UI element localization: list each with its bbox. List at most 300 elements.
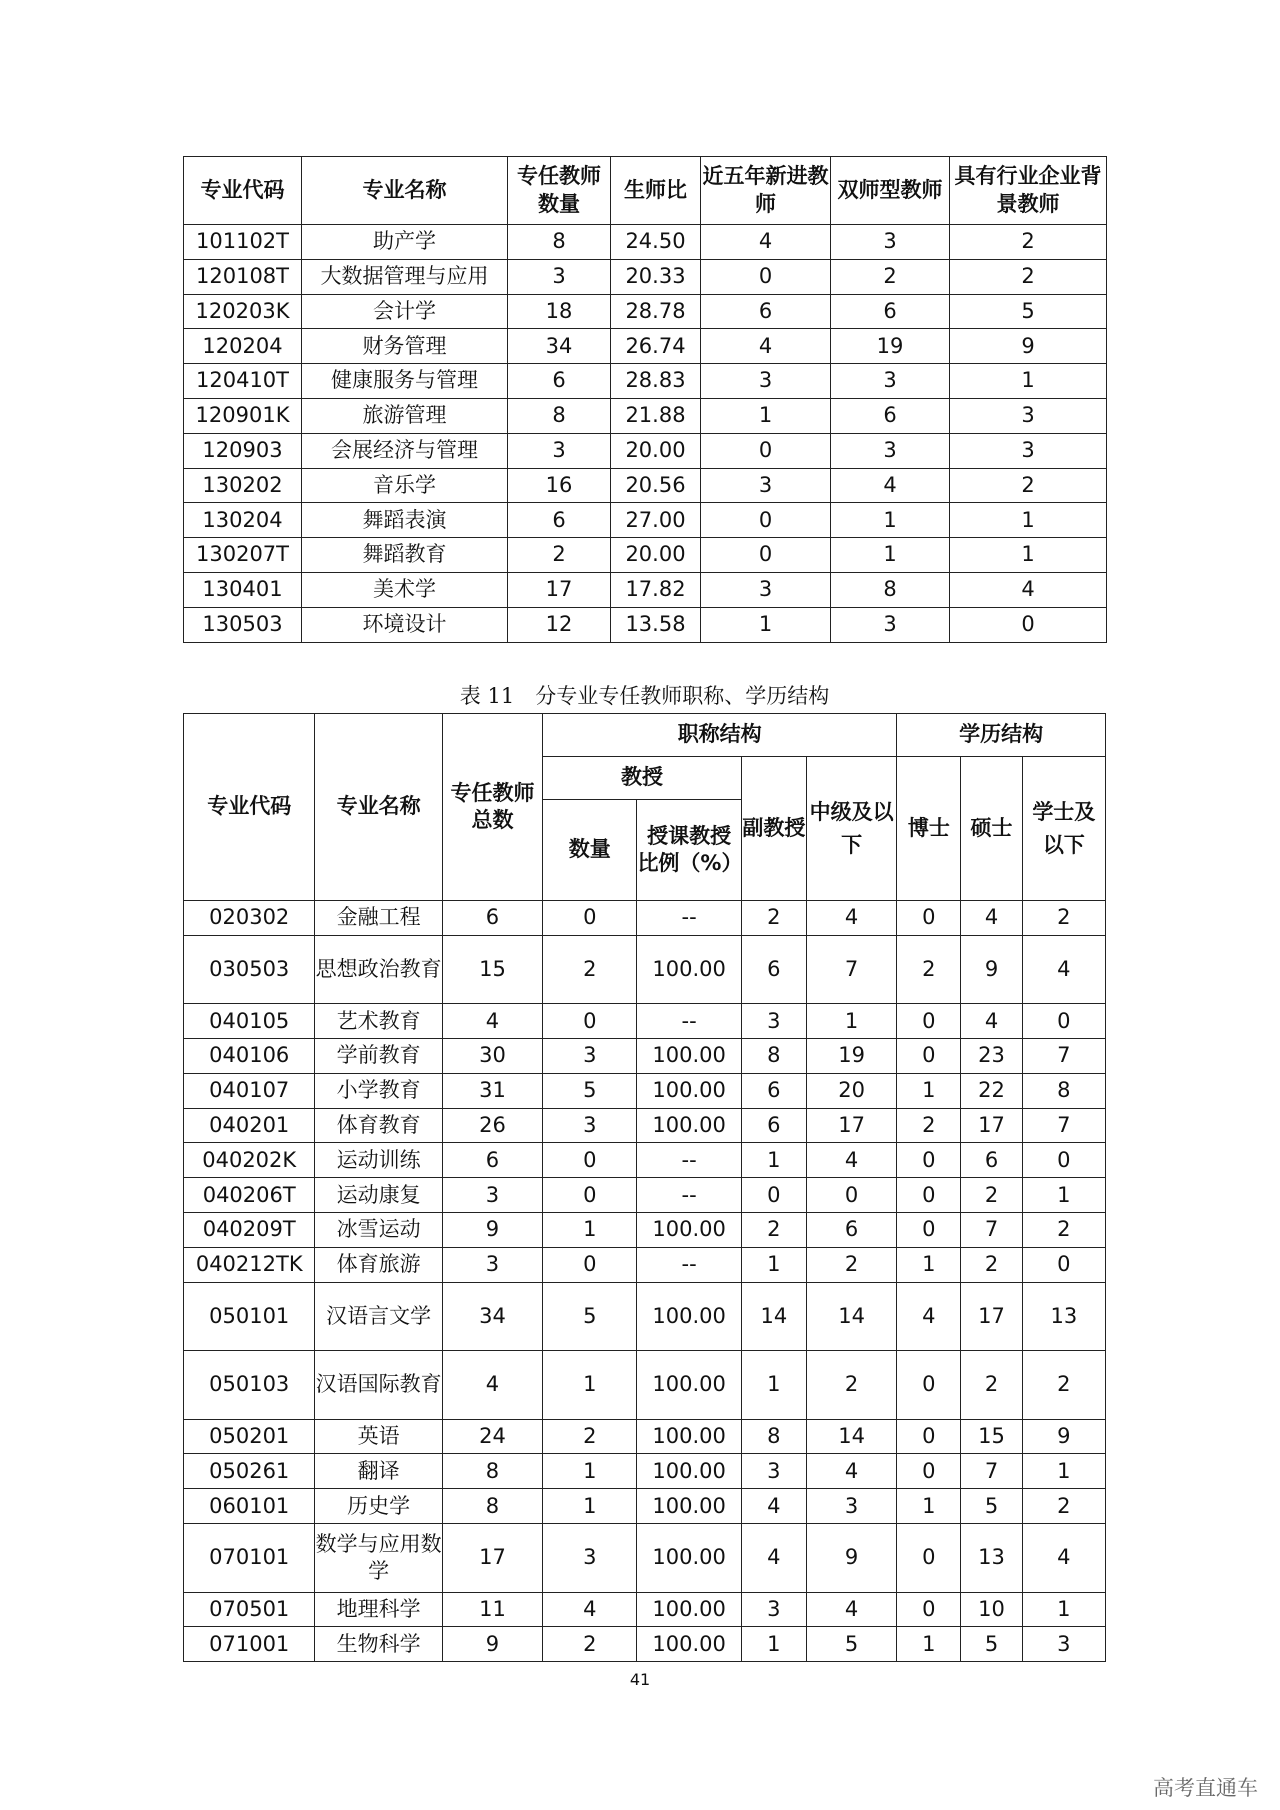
table-row xyxy=(184,1351,1106,1420)
table-cell: 22 xyxy=(961,1073,1022,1108)
table-cell: 040201 xyxy=(184,1108,315,1143)
table-cell: 3 xyxy=(508,259,611,294)
table-cell: 7 xyxy=(1022,1039,1105,1074)
header-bachelor: 学士及以下 xyxy=(1022,757,1105,901)
table-cell: 3 xyxy=(543,1108,637,1143)
table-cell: 3 xyxy=(806,1489,896,1524)
header-degree-structure: 学历结构 xyxy=(897,714,1106,757)
table-cell: 2 xyxy=(741,901,806,936)
table-cell: 0 xyxy=(701,433,831,468)
table-row xyxy=(184,225,1107,260)
table-cell: 3 xyxy=(508,433,611,468)
table-cell: -- xyxy=(637,1143,741,1178)
table-cell: 040106 xyxy=(184,1039,315,1074)
table-cell: 7 xyxy=(961,1454,1022,1489)
table-row xyxy=(184,1143,1106,1178)
table-cell: 15 xyxy=(961,1419,1022,1454)
table-cell: 17 xyxy=(442,1524,542,1593)
table-cell: 1 xyxy=(543,1351,637,1420)
table-cell: 9 xyxy=(806,1524,896,1593)
table-cell: 24 xyxy=(442,1419,542,1454)
table-cell: 18 xyxy=(508,294,611,329)
table-cell: 旅游管理 xyxy=(302,398,508,433)
table-cell: 15 xyxy=(442,935,542,1004)
table-cell: 8 xyxy=(508,225,611,260)
table-cell: 8 xyxy=(508,398,611,433)
table-cell: 100.00 xyxy=(637,1213,741,1248)
table-cell: 0 xyxy=(897,901,961,936)
table-cell: 财务管理 xyxy=(302,329,508,364)
table-cell: 120203K xyxy=(184,294,302,329)
table-cell: 0 xyxy=(897,1524,961,1593)
header-intermediate: 中级及以下 xyxy=(806,757,896,901)
table-cell: 0 xyxy=(897,1004,961,1039)
table-cell: 060101 xyxy=(184,1489,315,1524)
table-cell: 2 xyxy=(950,225,1107,260)
table-cell: 4 xyxy=(897,1282,961,1351)
header-ratio: 生师比 xyxy=(611,157,701,225)
table-cell: 120108T xyxy=(184,259,302,294)
table-cell: 100.00 xyxy=(637,1351,741,1420)
header-master: 硕士 xyxy=(961,757,1022,901)
table-cell: 120903 xyxy=(184,433,302,468)
table-row xyxy=(184,1489,1106,1524)
table-cell: -- xyxy=(637,901,741,936)
table-cell: 20.00 xyxy=(611,433,701,468)
table-cell: 050261 xyxy=(184,1454,315,1489)
table-cell: 101102T xyxy=(184,225,302,260)
table-cell: 0 xyxy=(897,1592,961,1627)
table-row xyxy=(184,1627,1106,1662)
table-cell: 0 xyxy=(543,901,637,936)
table-cell: 020302 xyxy=(184,901,315,936)
table-cell: 2 xyxy=(543,935,637,1004)
table-row xyxy=(184,468,1107,503)
table-row xyxy=(184,1213,1106,1248)
table-cell: 120410T xyxy=(184,364,302,399)
table-row xyxy=(184,329,1107,364)
table-caption: 表 11 分专业专任教师职称、学历结构 xyxy=(459,684,830,708)
table-cell: 17.82 xyxy=(611,572,701,607)
page-number: 41 xyxy=(629,1670,651,1689)
table-cell: 4 xyxy=(543,1592,637,1627)
table-cell: 0 xyxy=(543,1004,637,1039)
table-cell: 31 xyxy=(442,1073,542,1108)
header-total: 专任教师总数 xyxy=(442,714,542,901)
table-cell: 0 xyxy=(701,259,831,294)
faculty-structure-table xyxy=(183,713,1106,1662)
table-cell: 4 xyxy=(741,1524,806,1593)
table-cell: 4 xyxy=(1022,935,1105,1004)
table-cell: 20.33 xyxy=(611,259,701,294)
table-cell: 运动康复 xyxy=(315,1178,442,1213)
table-row xyxy=(184,503,1107,538)
table-cell: 0 xyxy=(950,607,1107,642)
table-cell: 4 xyxy=(701,225,831,260)
table-cell: 0 xyxy=(897,1213,961,1248)
table-cell: 120901K xyxy=(184,398,302,433)
table-cell: 3 xyxy=(950,433,1107,468)
table-cell: 4 xyxy=(741,1489,806,1524)
table-cell: 0 xyxy=(897,1454,961,1489)
table-cell: 4 xyxy=(961,1004,1022,1039)
table-cell: 4 xyxy=(806,901,896,936)
header-code: 专业代码 xyxy=(184,714,315,901)
table-cell: 体育教育 xyxy=(315,1108,442,1143)
table-cell: 0 xyxy=(897,1143,961,1178)
table-cell: 0 xyxy=(543,1178,637,1213)
table-row xyxy=(184,1039,1106,1074)
table-cell: 14 xyxy=(806,1282,896,1351)
table-row xyxy=(184,294,1107,329)
table-cell: 6 xyxy=(741,1108,806,1143)
table-cell: 4 xyxy=(831,468,950,503)
table-cell: 4 xyxy=(961,901,1022,936)
table-cell: 3 xyxy=(831,607,950,642)
table-cell: 2 xyxy=(897,1108,961,1143)
table-cell: 3 xyxy=(950,398,1107,433)
table-cell: 8 xyxy=(741,1039,806,1074)
table-row xyxy=(184,1592,1106,1627)
table-cell: 6 xyxy=(741,935,806,1004)
table-cell: 3 xyxy=(543,1039,637,1074)
table-cell: 1 xyxy=(897,1073,961,1108)
table-cell: 汉语言文学 xyxy=(315,1282,442,1351)
table-cell: 100.00 xyxy=(637,1627,741,1662)
table-cell: 大数据管理与应用 xyxy=(302,259,508,294)
table-cell: 0 xyxy=(897,1419,961,1454)
table-cell: 1 xyxy=(1022,1454,1105,1489)
table-cell: 6 xyxy=(961,1143,1022,1178)
table-cell: 130204 xyxy=(184,503,302,538)
table-cell: 1 xyxy=(897,1489,961,1524)
table-cell: 8 xyxy=(831,572,950,607)
table-cell: 1 xyxy=(897,1627,961,1662)
table-cell: 100.00 xyxy=(637,1419,741,1454)
table-cell: 体育旅游 xyxy=(315,1247,442,1282)
table-cell: 5 xyxy=(950,294,1107,329)
table-cell: 1 xyxy=(950,538,1107,573)
table-cell: 14 xyxy=(741,1282,806,1351)
table-cell: 26 xyxy=(442,1108,542,1143)
table-cell: 美术学 xyxy=(302,572,508,607)
table-cell: 8 xyxy=(1022,1073,1105,1108)
table-cell: 2 xyxy=(950,259,1107,294)
table-cell: 3 xyxy=(741,1592,806,1627)
table-cell: 3 xyxy=(701,364,831,399)
table-cell: 4 xyxy=(701,329,831,364)
table-cell: 1 xyxy=(741,1627,806,1662)
table-cell: 2 xyxy=(961,1247,1022,1282)
table-cell: 0 xyxy=(701,503,831,538)
table-cell: 4 xyxy=(806,1454,896,1489)
table-cell: 6 xyxy=(508,503,611,538)
table-cell: 3 xyxy=(1022,1627,1105,1662)
table-row xyxy=(184,259,1107,294)
table-cell: 5 xyxy=(961,1489,1022,1524)
table-cell: 运动训练 xyxy=(315,1143,442,1178)
table-cell: 26.74 xyxy=(611,329,701,364)
table-cell: 会计学 xyxy=(302,294,508,329)
table-cell: 9 xyxy=(442,1213,542,1248)
table-cell: 思想政治教育 xyxy=(315,935,442,1004)
table-cell: 2 xyxy=(950,468,1107,503)
table-cell: 070501 xyxy=(184,1592,315,1627)
table-cell: 100.00 xyxy=(637,1489,741,1524)
table-cell: 2 xyxy=(806,1351,896,1420)
table-cell: 20.56 xyxy=(611,468,701,503)
table-cell: 3 xyxy=(831,364,950,399)
table-cell: 3 xyxy=(701,572,831,607)
table-cell: 100.00 xyxy=(637,1073,741,1108)
table-cell: 100.00 xyxy=(637,1108,741,1143)
header-name: 专业名称 xyxy=(315,714,442,901)
table-cell: 040107 xyxy=(184,1073,315,1108)
table-row xyxy=(184,433,1107,468)
table-row xyxy=(184,1454,1106,1489)
table-cell: 小学教育 xyxy=(315,1073,442,1108)
table-cell: 2 xyxy=(1022,1489,1105,1524)
table-cell: 3 xyxy=(831,433,950,468)
header-professor: 教授 xyxy=(543,757,742,800)
table-cell: 4 xyxy=(442,1004,542,1039)
table-cell: 2 xyxy=(806,1247,896,1282)
table-cell: 0 xyxy=(701,538,831,573)
table-cell: 9 xyxy=(1022,1419,1105,1454)
table-row xyxy=(184,607,1107,642)
table-cell: 100.00 xyxy=(637,1524,741,1593)
table-cell: 1 xyxy=(701,607,831,642)
table-cell: 34 xyxy=(442,1282,542,1351)
table-cell: 历史学 xyxy=(315,1489,442,1524)
table-cell: 10 xyxy=(961,1592,1022,1627)
table-cell: -- xyxy=(637,1178,741,1213)
table-cell: 040206T xyxy=(184,1178,315,1213)
table-cell: 2 xyxy=(1022,901,1105,936)
table-cell: 音乐学 xyxy=(302,468,508,503)
table-cell: 13.58 xyxy=(611,607,701,642)
table-cell: 1 xyxy=(1022,1592,1105,1627)
table-cell: 130202 xyxy=(184,468,302,503)
table-cell: 0 xyxy=(897,1178,961,1213)
table-cell: 28.78 xyxy=(611,294,701,329)
table-cell: 1 xyxy=(543,1489,637,1524)
table-cell: 2 xyxy=(831,259,950,294)
table-cell: 9 xyxy=(950,329,1107,364)
table-cell: 4 xyxy=(1022,1524,1105,1593)
table-cell: -- xyxy=(637,1247,741,1282)
table-cell: 9 xyxy=(961,935,1022,1004)
table-cell: 130401 xyxy=(184,572,302,607)
table-cell: 21.88 xyxy=(611,398,701,433)
table-cell: 1 xyxy=(806,1004,896,1039)
header-dual-qualified: 双师型教师 xyxy=(831,157,950,225)
table-cell: 3 xyxy=(442,1247,542,1282)
table-cell: 2 xyxy=(1022,1213,1105,1248)
table-cell: 2 xyxy=(543,1627,637,1662)
table-cell: 0 xyxy=(741,1178,806,1213)
table-cell: 12 xyxy=(508,607,611,642)
table-cell: 6 xyxy=(508,364,611,399)
table-cell: 6 xyxy=(831,294,950,329)
table-cell: 3 xyxy=(543,1524,637,1593)
table-cell: 地理科学 xyxy=(315,1592,442,1627)
table-cell: 17 xyxy=(806,1108,896,1143)
table-cell: 学前教育 xyxy=(315,1039,442,1074)
table-row xyxy=(184,398,1107,433)
table-cell: 3 xyxy=(831,225,950,260)
table-cell: 2 xyxy=(741,1213,806,1248)
table-cell: 040209T xyxy=(184,1213,315,1248)
table-cell: 数学与应用数学 xyxy=(315,1524,442,1593)
table-cell: 2 xyxy=(1022,1351,1105,1420)
table-cell: 0 xyxy=(543,1143,637,1178)
header-professor-ratio: 授课教授比例（%） xyxy=(637,800,741,901)
header-associate: 副教授 xyxy=(741,757,806,901)
table-cell: -- xyxy=(637,1004,741,1039)
table-cell: 3 xyxy=(741,1004,806,1039)
table-header-row xyxy=(184,714,1106,757)
table-cell: 1 xyxy=(543,1454,637,1489)
table-row xyxy=(184,572,1107,607)
table-cell: 4 xyxy=(950,572,1107,607)
table-cell: 5 xyxy=(806,1627,896,1662)
table-cell: 助产学 xyxy=(302,225,508,260)
table-cell: 11 xyxy=(442,1592,542,1627)
table-cell: 20.00 xyxy=(611,538,701,573)
table-cell: 19 xyxy=(831,329,950,364)
table-cell: 17 xyxy=(961,1108,1022,1143)
table-cell: 2 xyxy=(508,538,611,573)
table-cell: 英语 xyxy=(315,1419,442,1454)
table-cell: 6 xyxy=(442,1143,542,1178)
table-cell: 9 xyxy=(442,1627,542,1662)
table-row xyxy=(184,1004,1106,1039)
table-cell: 7 xyxy=(806,935,896,1004)
table-cell: 冰雪运动 xyxy=(315,1213,442,1248)
table-cell: 0 xyxy=(1022,1143,1105,1178)
table-cell: 8 xyxy=(741,1419,806,1454)
table-cell: 1 xyxy=(543,1213,637,1248)
header-industry-background: 具有行业企业背景教师 xyxy=(950,157,1107,225)
table-cell: 生物科学 xyxy=(315,1627,442,1662)
table-cell: 16 xyxy=(508,468,611,503)
table-cell: 100.00 xyxy=(637,1282,741,1351)
table-cell: 1 xyxy=(831,538,950,573)
table-cell: 1 xyxy=(701,398,831,433)
table-cell: 2 xyxy=(897,935,961,1004)
table-row xyxy=(184,1419,1106,1454)
header-doctor: 博士 xyxy=(897,757,961,901)
table-cell: 5 xyxy=(543,1073,637,1108)
table-cell: 0 xyxy=(806,1178,896,1213)
table-cell: 3 xyxy=(442,1178,542,1213)
table-row xyxy=(184,1282,1106,1351)
table-row xyxy=(184,1108,1106,1143)
table-cell: 040212TK xyxy=(184,1247,315,1282)
table-cell: 1 xyxy=(950,364,1107,399)
table-cell: 30 xyxy=(442,1039,542,1074)
table-cell: 4 xyxy=(442,1351,542,1420)
table-row xyxy=(184,364,1107,399)
table-header-row xyxy=(184,157,1107,225)
table-cell: 0 xyxy=(897,1039,961,1074)
table-cell: 5 xyxy=(543,1282,637,1351)
table-cell: 6 xyxy=(741,1073,806,1108)
table-cell: 0 xyxy=(1022,1004,1105,1039)
table-cell: 1 xyxy=(831,503,950,538)
table-cell: 8 xyxy=(442,1454,542,1489)
table-row xyxy=(184,935,1106,1004)
table-cell: 20 xyxy=(806,1073,896,1108)
table-row xyxy=(184,538,1107,573)
table-cell: 7 xyxy=(1022,1108,1105,1143)
table-cell: 1 xyxy=(741,1247,806,1282)
table-cell: 13 xyxy=(1022,1282,1105,1351)
table-cell: 050103 xyxy=(184,1351,315,1420)
table-cell: 17 xyxy=(961,1282,1022,1351)
table-cell: 23 xyxy=(961,1039,1022,1074)
table-cell: 舞蹈教育 xyxy=(302,538,508,573)
faculty-count-table xyxy=(183,156,1107,643)
table-cell: 120204 xyxy=(184,329,302,364)
table-cell: 2 xyxy=(543,1419,637,1454)
table-cell: 100.00 xyxy=(637,935,741,1004)
table-cell: 13 xyxy=(961,1524,1022,1593)
table-cell: 050201 xyxy=(184,1419,315,1454)
table-cell: 2 xyxy=(961,1178,1022,1213)
table-cell: 1 xyxy=(741,1351,806,1420)
table-cell: 汉语国际教育 xyxy=(315,1351,442,1420)
table-cell: 0 xyxy=(543,1247,637,1282)
watermark: 高考直通车 xyxy=(1153,1776,1258,1800)
table-cell: 030503 xyxy=(184,935,315,1004)
table-cell: 7 xyxy=(961,1213,1022,1248)
table-cell: 1 xyxy=(950,503,1107,538)
header-new-faculty: 近五年新进教师 xyxy=(701,157,831,225)
table-cell: 040202K xyxy=(184,1143,315,1178)
table-cell: 28.83 xyxy=(611,364,701,399)
table-cell: 0 xyxy=(1022,1247,1105,1282)
table-cell: 100.00 xyxy=(637,1592,741,1627)
header-professor-count: 数量 xyxy=(543,800,637,901)
table-cell: 会展经济与管理 xyxy=(302,433,508,468)
header-code: 专业代码 xyxy=(184,157,302,225)
table-cell: 3 xyxy=(741,1454,806,1489)
table-cell: 14 xyxy=(806,1419,896,1454)
table-cell: 27.00 xyxy=(611,503,701,538)
table-cell: 6 xyxy=(806,1213,896,1248)
table-cell: 8 xyxy=(442,1489,542,1524)
table-row xyxy=(184,901,1106,936)
table-cell: 金融工程 xyxy=(315,901,442,936)
table-cell: 071001 xyxy=(184,1627,315,1662)
table-cell: 100.00 xyxy=(637,1039,741,1074)
table-cell: 24.50 xyxy=(611,225,701,260)
table-cell: 翻译 xyxy=(315,1454,442,1489)
table-cell: 070101 xyxy=(184,1524,315,1593)
header-name: 专业名称 xyxy=(302,157,508,225)
table-cell: 130207T xyxy=(184,538,302,573)
table-cell: 3 xyxy=(701,468,831,503)
table-cell: 舞蹈表演 xyxy=(302,503,508,538)
table-cell: 6 xyxy=(442,901,542,936)
table-cell: 050101 xyxy=(184,1282,315,1351)
table-cell: 19 xyxy=(806,1039,896,1074)
table-row xyxy=(184,1178,1106,1213)
table-row xyxy=(184,1524,1106,1593)
table-cell: 100.00 xyxy=(637,1454,741,1489)
